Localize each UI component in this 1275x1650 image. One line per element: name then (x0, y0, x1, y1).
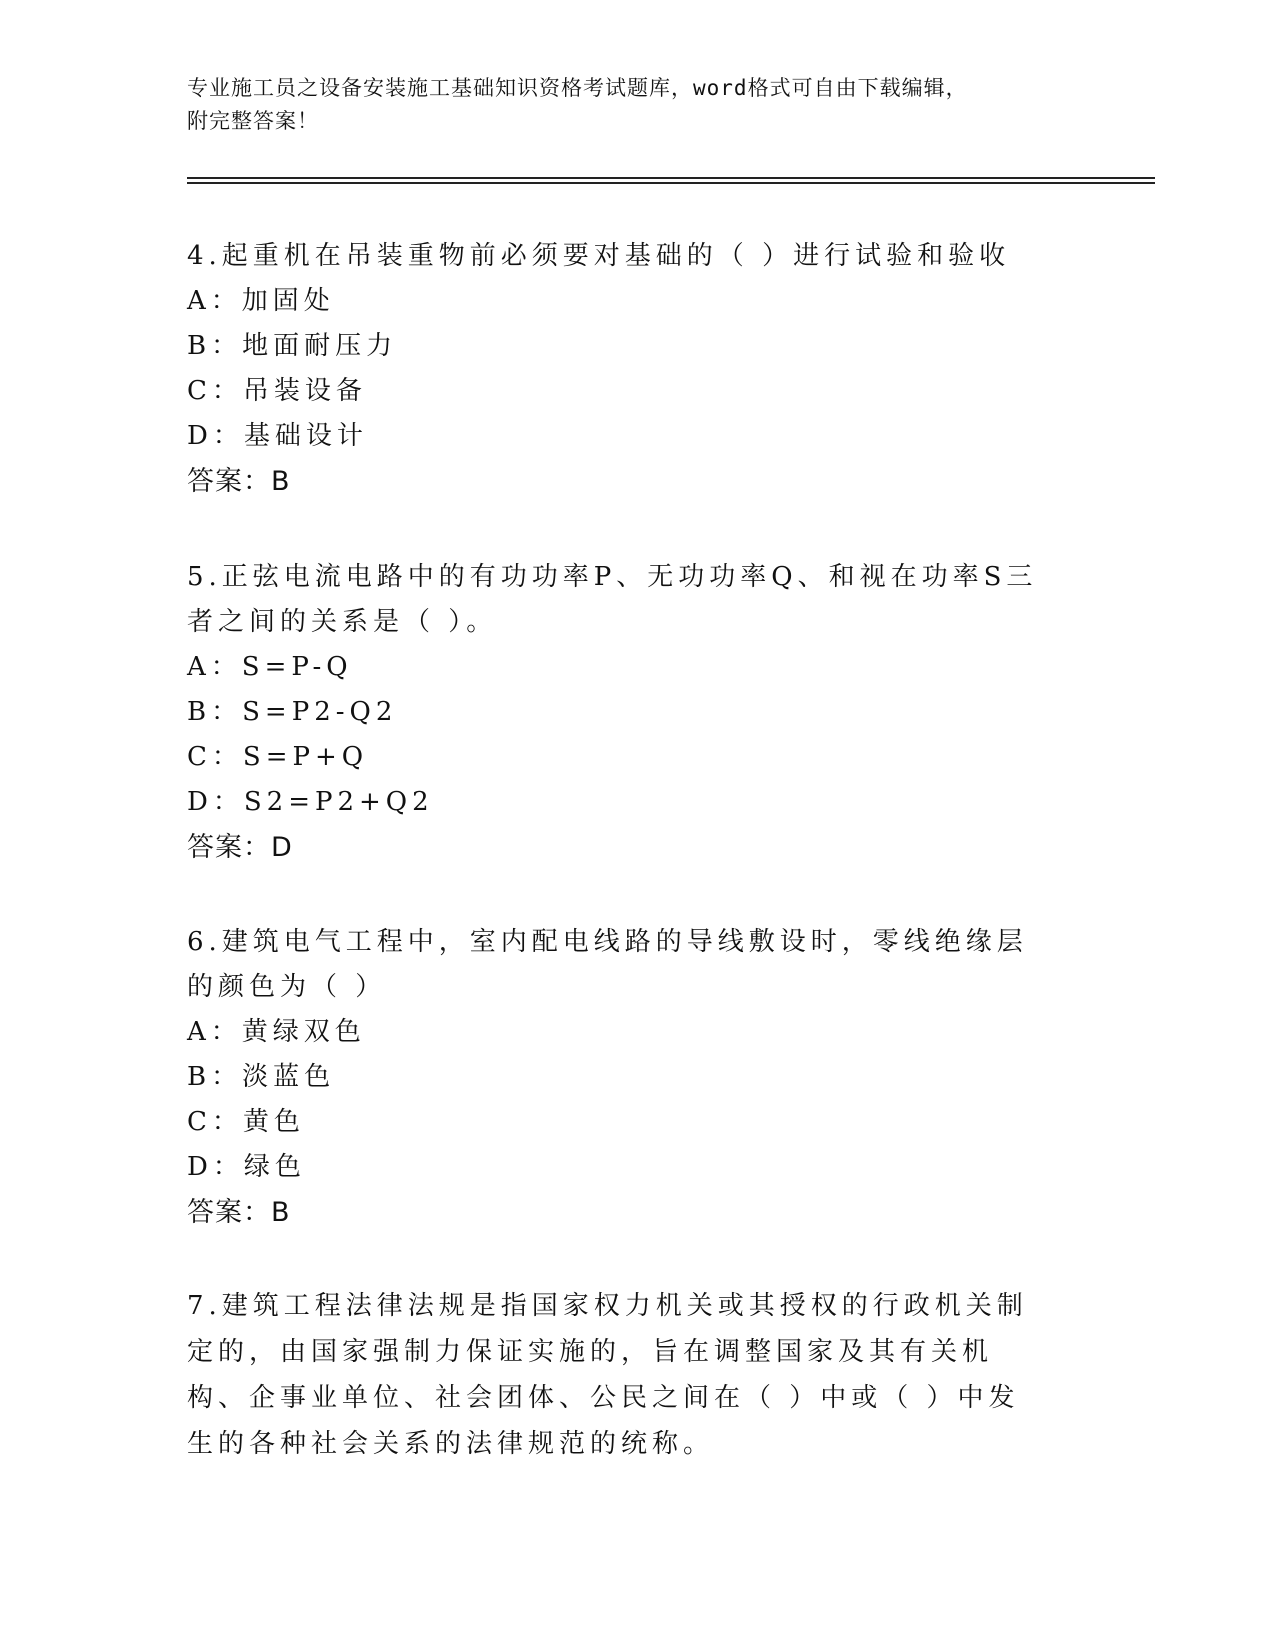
header-divider-top (187, 177, 1155, 179)
question-6 (187, 920, 1087, 1235)
header-line-1: 专业施工员之设备安装施工基础知识资格考试题库，word格式可自由下载编辑， (187, 76, 968, 100)
question-7 (187, 1283, 1087, 1467)
option-a: A：加固处 (187, 286, 335, 316)
option-a: A：S=P-Q (187, 652, 353, 682)
question-stem: 5.正弦电流电路中的有功功率P、无功功率Q、和视在功率S三者之间的关系是（ ）。 (187, 562, 1038, 637)
option-b: B：淡蓝色 (187, 1062, 336, 1092)
option-c: C：S=P+Q (187, 742, 369, 772)
option-c: C：吊装设备 (187, 376, 367, 406)
option-d: D：基础设计 (187, 421, 368, 451)
answer: 答案：D (187, 832, 293, 863)
option-d: D：S2=P2+Q2 (187, 787, 434, 817)
header-line-2: 附完整答案！ (187, 109, 319, 133)
option-c: C：黄色 (187, 1107, 305, 1137)
header-divider-bottom (187, 182, 1155, 184)
question-stem: 4.起重机在吊装重物前必须要对基础的（ ）进行试验和验收 (187, 241, 1011, 271)
option-a: A：黄绿双色 (187, 1017, 366, 1047)
document-header (187, 72, 1067, 138)
option-d: D：绿色 (187, 1152, 306, 1182)
answer: 答案：B (187, 1197, 291, 1228)
question-stem: 6.建筑电气工程中，室内配电线路的导线敷设时，零线绝缘层的颜色为（ ） (187, 927, 1028, 1002)
question-stem: 7.建筑工程法律法规是指国家权力机关或其授权的行政机关制定的，由国家强制力保证实施的，旨在调整国家及其有关机构、企事业单位、社会团体、公民之间在（ ）中或（ ）中发生的各种社会关系的法律规范的统称。 (187, 1291, 1028, 1459)
option-b: B：地面耐压力 (187, 331, 398, 361)
option-b: B：S=P2-Q2 (187, 697, 398, 727)
answer: 答案：B (187, 466, 291, 497)
question-5 (187, 555, 1087, 870)
question-4 (187, 234, 1087, 504)
